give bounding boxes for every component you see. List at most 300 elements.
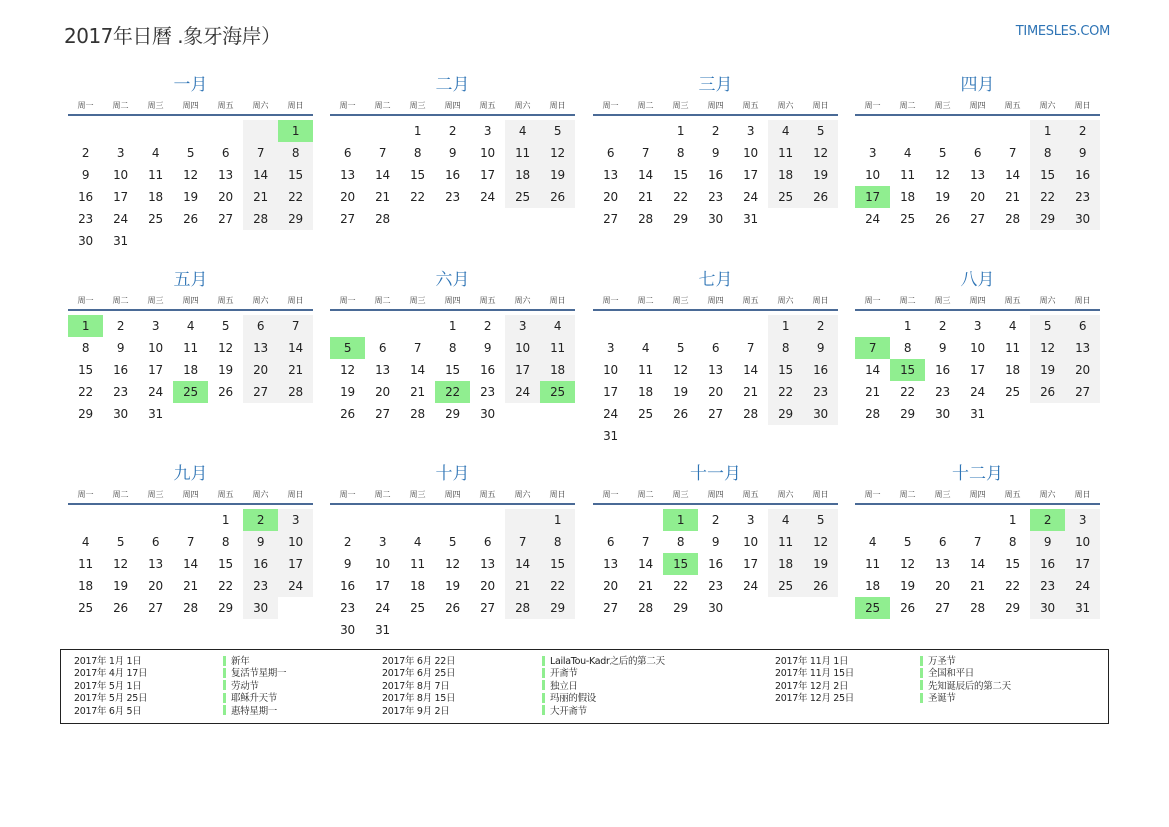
day-cell: 9: [81, 168, 90, 182]
holiday-date: 2017年 5月 1日: [74, 680, 142, 692]
day-cell: 23: [935, 385, 950, 399]
day-cell: 12: [1030, 337, 1065, 359]
day-cell: 15: [1005, 557, 1020, 571]
empty-cell: [330, 509, 365, 531]
day-cell: 14: [243, 164, 278, 186]
weekday-label: 周六: [252, 490, 269, 499]
weekday-label: 周四: [969, 101, 986, 110]
weekday-label: 周四: [969, 296, 986, 305]
day-cell: 9: [803, 337, 838, 359]
empty-cell: [733, 315, 768, 337]
site-link[interactable]: TIMESLES.COM: [1015, 24, 1110, 39]
day-cell: 17: [505, 359, 540, 381]
weekday-header: [330, 487, 575, 503]
day-cell: 22: [540, 575, 575, 597]
weekday-label: 周四: [707, 490, 724, 499]
holiday-name: [542, 693, 665, 705]
day-cell: 13: [970, 168, 985, 182]
day-cell: 20: [970, 190, 985, 204]
day-cell: 26: [445, 601, 460, 615]
day-cell: 3: [483, 124, 492, 138]
holiday-date-column: [74, 656, 147, 718]
day-cell: 5: [803, 509, 838, 531]
day-cell: 6: [973, 146, 982, 160]
empty-cell: [243, 120, 278, 142]
day-cell: 12: [183, 168, 198, 182]
weekday-label: 周五: [1004, 296, 1021, 305]
day-cell: 30: [935, 407, 950, 421]
holiday-name-text: 全国和平日: [928, 668, 975, 680]
day-cell: 5: [221, 319, 230, 333]
day-cell: 1: [413, 124, 422, 138]
day-cell: 25: [505, 186, 540, 208]
day-cell: 28: [638, 212, 653, 226]
empty-cell: [173, 120, 208, 142]
day-grid: [593, 315, 838, 447]
day-cell: 22: [673, 579, 688, 593]
empty-cell: [400, 315, 435, 337]
day-cell: 10: [865, 168, 880, 182]
empty-cell: [400, 509, 435, 531]
day-cell: 15: [673, 168, 688, 182]
day-cell: 28: [243, 208, 278, 230]
weekday-label: 周三: [672, 296, 689, 305]
day-cell: 4: [868, 535, 877, 549]
holiday-name: [223, 668, 286, 680]
header-rule: [593, 309, 838, 311]
day-cell: 10: [1065, 531, 1100, 553]
holiday-date: 2017年 8月 15日: [382, 693, 456, 705]
day-cell: 26: [673, 407, 688, 421]
day-cell: 31: [375, 623, 390, 637]
weekday-label: 周三: [147, 490, 164, 499]
holiday-marker: [223, 693, 226, 703]
empty-cell: [925, 120, 960, 142]
day-cell: 20: [708, 385, 723, 399]
holiday-name-text: 耶稣升天节: [231, 693, 278, 705]
day-cell: 16: [708, 168, 723, 182]
weekday-label: 周二: [637, 296, 654, 305]
day-cell: 3: [746, 124, 755, 138]
day-cell: 3: [1065, 509, 1100, 531]
day-cell: 27: [970, 212, 985, 226]
day-cell: 17: [1065, 553, 1100, 575]
day-cell: 10: [743, 535, 758, 549]
day-cell: 17: [743, 557, 758, 571]
holiday-name-text: 劳动节: [231, 680, 259, 692]
day-cell: 8: [413, 146, 422, 160]
weekday-label: 周二: [637, 101, 654, 110]
holiday-marker: [542, 680, 545, 690]
weekday-label: 周三: [147, 296, 164, 305]
day-cell: 29: [1030, 208, 1065, 230]
empty-cell: [960, 120, 995, 142]
day-cell: 13: [1065, 337, 1100, 359]
day-cell: 4: [540, 315, 575, 337]
day-cell: 8: [903, 341, 912, 355]
day-cell: 9: [448, 146, 457, 160]
holiday-name: [542, 668, 665, 680]
day-cell: 10: [743, 146, 758, 160]
day-cell: 22: [278, 186, 313, 208]
day-cell: 26: [935, 212, 950, 226]
holiday-day-cell: 2: [1030, 509, 1065, 531]
month-name: 七月: [698, 270, 733, 290]
day-cell: 7: [1008, 146, 1017, 160]
day-cell: 31: [148, 407, 163, 421]
month-calendar: [68, 269, 313, 425]
holiday-day-cell: 25: [540, 381, 575, 403]
holiday-name-text: 先知诞辰后的第二天: [928, 680, 1011, 692]
day-cell: 30: [708, 212, 723, 226]
day-cell: 30: [340, 623, 355, 637]
holiday-name: [542, 706, 665, 718]
day-cell: 31: [743, 212, 758, 226]
day-cell: 11: [183, 341, 198, 355]
day-cell: 18: [1005, 363, 1020, 377]
weekday-label: 周日: [287, 296, 304, 305]
day-cell: 24: [278, 575, 313, 597]
day-cell: 25: [78, 601, 93, 615]
day-cell: 1: [540, 509, 575, 531]
holiday-marker: [542, 656, 545, 666]
day-cell: 19: [340, 385, 355, 399]
holiday-date: 2017年 6月 25日: [382, 668, 456, 680]
day-cell: 14: [970, 557, 985, 571]
month-name: 五月: [173, 270, 208, 290]
day-cell: 23: [1065, 186, 1100, 208]
day-cell: 24: [603, 407, 618, 421]
empty-cell: [855, 120, 890, 142]
weekday-header: [68, 487, 313, 503]
holiday-marker: [542, 693, 545, 703]
holiday-name-text: 圣诞节: [928, 693, 956, 705]
day-cell: 28: [743, 407, 758, 421]
day-cell: 6: [483, 535, 492, 549]
day-grid: [68, 509, 313, 619]
day-cell: 29: [78, 407, 93, 421]
empty-cell: [628, 120, 663, 142]
day-cell: 27: [375, 407, 390, 421]
holiday-name: [920, 693, 1011, 705]
weekday-label: 周二: [374, 101, 391, 110]
day-cell: 16: [243, 553, 278, 575]
weekday-label: 周四: [969, 490, 986, 499]
day-cell: 26: [113, 601, 128, 615]
month-calendar: [855, 463, 1100, 619]
day-cell: 22: [1030, 186, 1065, 208]
header-rule: [330, 114, 575, 116]
weekday-label: 周五: [479, 296, 496, 305]
header-rule: [68, 114, 313, 116]
holiday-day-cell: 25: [855, 597, 890, 619]
day-cell: 24: [375, 601, 390, 615]
day-cell: 6: [221, 146, 230, 160]
day-cell: 9: [711, 146, 720, 160]
day-cell: 2: [1065, 120, 1100, 142]
day-cell: 29: [900, 407, 915, 421]
day-cell: 10: [278, 531, 313, 553]
day-cell: 7: [641, 146, 650, 160]
day-cell: 26: [803, 575, 838, 597]
holiday-date: 2017年 4月 17日: [74, 668, 148, 680]
holiday-name: [223, 656, 286, 668]
day-cell: 15: [445, 363, 460, 377]
day-cell: 21: [278, 359, 313, 381]
day-cell: 13: [340, 168, 355, 182]
day-grid: [855, 509, 1100, 619]
day-cell: 6: [1065, 315, 1100, 337]
day-cell: 13: [935, 557, 950, 571]
day-cell: 3: [378, 535, 387, 549]
day-cell: 7: [413, 341, 422, 355]
weekday-header: [593, 98, 838, 114]
day-cell: 22: [900, 385, 915, 399]
weekday-label: 周一: [339, 490, 356, 499]
weekday-label: 周三: [409, 296, 426, 305]
day-cell: 5: [540, 120, 575, 142]
holiday-marker: [223, 668, 226, 678]
weekday-label: 周一: [602, 101, 619, 110]
day-cell: 23: [113, 385, 128, 399]
weekday-label: 周三: [934, 296, 951, 305]
weekday-label: 周日: [549, 101, 566, 110]
day-cell: 12: [218, 341, 233, 355]
header-rule: [68, 309, 313, 311]
weekday-label: 周四: [444, 101, 461, 110]
day-cell: 22: [673, 190, 688, 204]
weekday-label: 周三: [409, 101, 426, 110]
holiday-date: 2017年 9月 2日: [382, 705, 450, 717]
day-cell: 29: [673, 212, 688, 226]
weekday-label: 周日: [1074, 296, 1091, 305]
month-name: 十一月: [690, 464, 741, 484]
day-cell: 27: [218, 212, 233, 226]
day-cell: 4: [768, 509, 803, 531]
day-cell: 29: [218, 601, 233, 615]
weekday-label: 周四: [444, 490, 461, 499]
day-cell: 14: [638, 168, 653, 182]
day-cell: 10: [505, 337, 540, 359]
holiday-day-cell: 25: [173, 381, 208, 403]
day-cell: 18: [148, 190, 163, 204]
weekday-header: [593, 293, 838, 309]
weekday-label: 周一: [864, 296, 881, 305]
day-cell: 2: [711, 513, 720, 527]
weekday-label: 周五: [742, 490, 759, 499]
day-grid: [330, 315, 575, 425]
day-cell: 21: [505, 575, 540, 597]
weekday-label: 周三: [409, 490, 426, 499]
weekday-header: [855, 98, 1100, 114]
day-cell: 12: [113, 557, 128, 571]
day-cell: 12: [935, 168, 950, 182]
holiday-name: [542, 656, 665, 668]
day-cell: 20: [375, 385, 390, 399]
day-cell: 9: [483, 341, 492, 355]
day-cell: 17: [113, 190, 128, 204]
weekday-label: 周三: [672, 490, 689, 499]
weekday-label: 周一: [77, 490, 94, 499]
day-cell: 27: [148, 601, 163, 615]
day-cell: 29: [278, 208, 313, 230]
day-cell: 23: [803, 381, 838, 403]
month-name: 八月: [960, 270, 995, 290]
day-cell: 9: [343, 557, 352, 571]
day-cell: 9: [1065, 142, 1100, 164]
day-cell: 10: [603, 363, 618, 377]
empty-cell: [855, 509, 890, 531]
day-cell: 14: [1005, 168, 1020, 182]
holiday-day-cell: 1: [278, 120, 313, 142]
weekday-label: 周四: [707, 101, 724, 110]
weekday-label: 周六: [514, 296, 531, 305]
weekday-label: 周二: [899, 490, 916, 499]
day-cell: 28: [410, 407, 425, 421]
day-cell: 21: [865, 385, 880, 399]
holiday-name-text: LailaTou-Kadr之后的第二天: [550, 656, 665, 667]
day-cell: 1: [903, 319, 912, 333]
empty-cell: [960, 509, 995, 531]
day-cell: 29: [1005, 601, 1020, 615]
weekday-label: 周二: [637, 490, 654, 499]
day-cell: 14: [865, 363, 880, 377]
holiday-day-cell: 1: [68, 315, 103, 337]
day-cell: 19: [935, 190, 950, 204]
weekday-label: 周二: [112, 296, 129, 305]
header-rule: [593, 503, 838, 505]
empty-cell: [208, 120, 243, 142]
day-cell: 26: [540, 186, 575, 208]
weekday-label: 周六: [514, 490, 531, 499]
header-rule: [330, 503, 575, 505]
holiday-name: [223, 706, 286, 718]
holiday-name: [223, 693, 286, 705]
day-cell: 31: [1065, 597, 1100, 619]
day-cell: 11: [505, 142, 540, 164]
day-grid: [330, 509, 575, 641]
day-cell: 7: [378, 146, 387, 160]
empty-cell: [68, 120, 103, 142]
weekday-label: 周日: [1074, 101, 1091, 110]
empty-cell: [855, 315, 890, 337]
day-cell: 3: [606, 341, 615, 355]
day-cell: 19: [803, 164, 838, 186]
day-cell: 16: [708, 557, 723, 571]
weekday-label: 周三: [147, 101, 164, 110]
holiday-date: 2017年 5月 25日: [74, 693, 148, 705]
weekday-label: 周三: [934, 490, 951, 499]
day-cell: 25: [148, 212, 163, 226]
weekday-label: 周六: [777, 490, 794, 499]
weekday-label: 周六: [777, 101, 794, 110]
day-cell: 30: [803, 403, 838, 425]
weekday-label: 周二: [899, 101, 916, 110]
header-rule: [855, 114, 1100, 116]
day-cell: 21: [410, 385, 425, 399]
day-cell: 18: [540, 359, 575, 381]
day-cell: 12: [673, 363, 688, 377]
holiday-marker: [920, 693, 923, 703]
day-cell: 4: [1008, 319, 1017, 333]
day-cell: 12: [445, 557, 460, 571]
day-cell: 23: [708, 190, 723, 204]
day-cell: 13: [480, 557, 495, 571]
day-cell: 29: [673, 601, 688, 615]
holiday-date-column: [775, 656, 854, 706]
day-cell: 18: [865, 579, 880, 593]
day-cell: 22: [410, 190, 425, 204]
day-cell: 21: [183, 579, 198, 593]
day-cell: 16: [803, 359, 838, 381]
day-cell: 3: [116, 146, 125, 160]
day-cell: 13: [218, 168, 233, 182]
holiday-name-column: [920, 656, 1011, 706]
holiday-name-text: 大开斋节: [550, 705, 587, 717]
day-cell: 6: [343, 146, 352, 160]
day-cell: 17: [278, 553, 313, 575]
weekday-label: 周三: [672, 101, 689, 110]
day-cell: 8: [768, 337, 803, 359]
day-cell: 6: [606, 146, 615, 160]
day-cell: 4: [81, 535, 90, 549]
day-cell: 27: [1065, 381, 1100, 403]
day-cell: 12: [540, 142, 575, 164]
empty-cell: [68, 509, 103, 531]
holiday-day-cell: 15: [890, 359, 925, 381]
weekday-label: 周日: [812, 101, 829, 110]
month-name: 十月: [435, 464, 470, 484]
holiday-name-text: 独立日: [550, 680, 578, 692]
holiday-date: 2017年 12月 2日: [775, 680, 849, 692]
day-cell: 2: [803, 315, 838, 337]
holiday-marker: [223, 656, 226, 666]
day-cell: 21: [1005, 190, 1020, 204]
day-cell: 8: [676, 535, 685, 549]
header-rule: [593, 114, 838, 116]
day-cell: 19: [803, 553, 838, 575]
day-cell: 28: [1005, 212, 1020, 226]
weekday-label: 周五: [1004, 101, 1021, 110]
month-calendar: [68, 463, 313, 619]
day-cell: 5: [803, 120, 838, 142]
weekday-label: 周四: [182, 296, 199, 305]
day-cell: 21: [638, 190, 653, 204]
day-cell: 20: [1065, 359, 1100, 381]
empty-cell: [593, 315, 628, 337]
empty-cell: [365, 509, 400, 531]
weekday-label: 周二: [112, 490, 129, 499]
day-cell: 1: [768, 315, 803, 337]
holiday-day-cell: 22: [435, 381, 470, 403]
weekday-label: 周六: [252, 101, 269, 110]
day-cell: 8: [221, 535, 230, 549]
weekday-label: 周一: [602, 296, 619, 305]
day-cell: 28: [505, 597, 540, 619]
day-cell: 18: [505, 164, 540, 186]
day-cell: 8: [676, 146, 685, 160]
holiday-marker: [223, 680, 226, 690]
day-cell: 15: [278, 164, 313, 186]
day-cell: 23: [445, 190, 460, 204]
day-cell: 21: [970, 579, 985, 593]
header-rule: [330, 309, 575, 311]
day-cell: 24: [148, 385, 163, 399]
day-cell: 17: [970, 363, 985, 377]
empty-cell: [505, 509, 540, 531]
day-cell: 11: [900, 168, 915, 182]
weekday-label: 周一: [77, 101, 94, 110]
